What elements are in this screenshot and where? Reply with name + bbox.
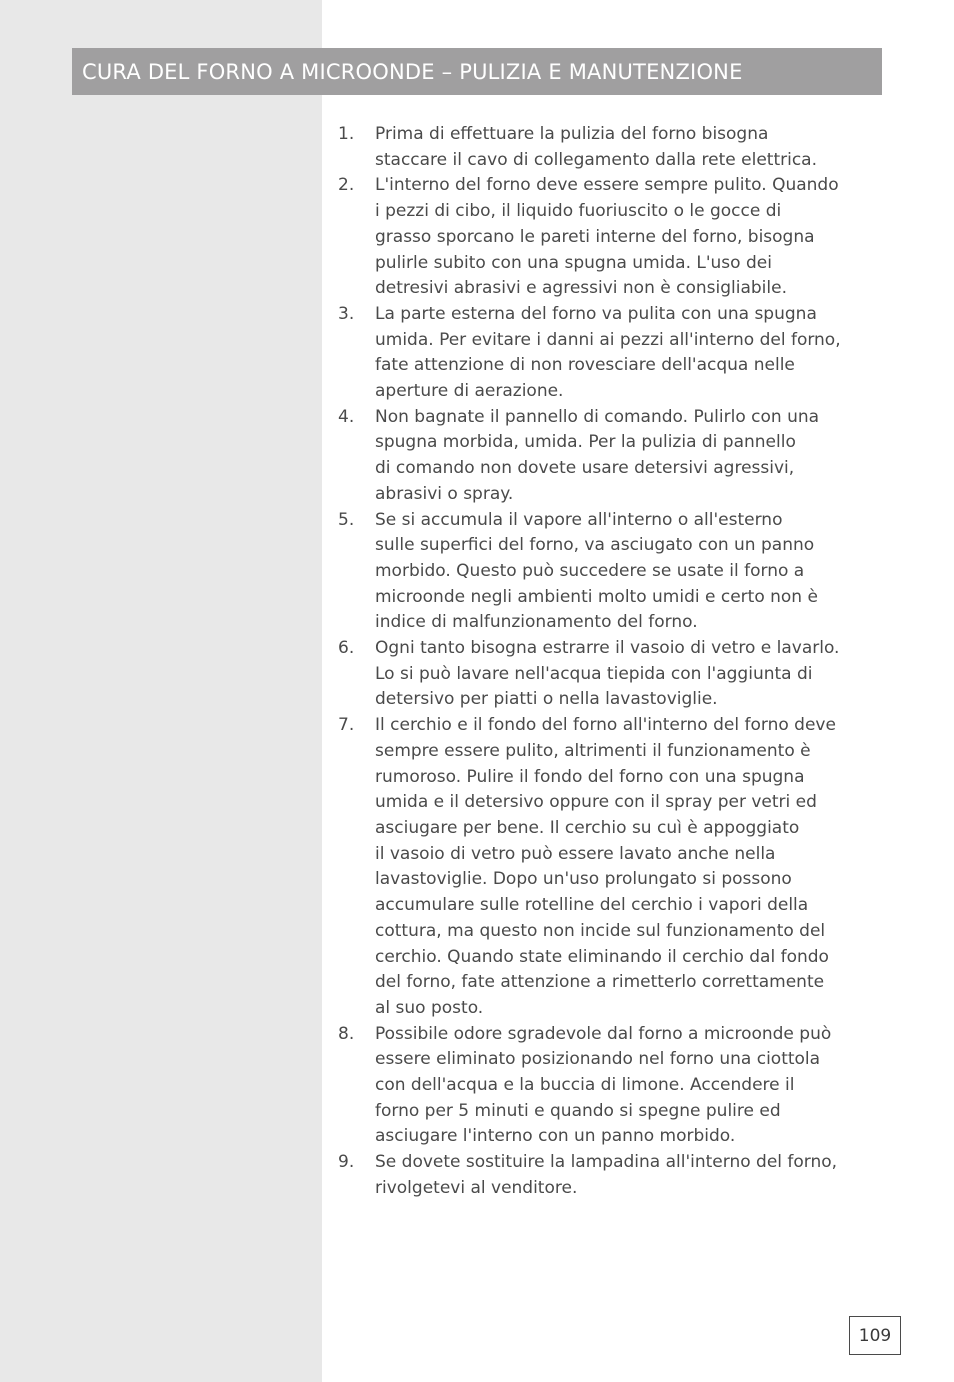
list-item-number: 4.	[338, 406, 355, 427]
list-item	[338, 122, 886, 173]
list-item-text: Il cerchio e il fondo del forno all'interno del forno deve sempre essere pulito, altrimenti il funzionamento è rumoroso. Pulire il fondo del forno con una spugna umida e il detersivo oppure con il spray per vetri ed asciugare per bene. Il cerchio su cuì è appoggiato il vasoio di vetro può essere lavato anche nella lavastoviglie. Dopo un'uso prolungato si possono accumulare sulle rotelline del cerchio i vapori della cottura, ma questo non incide sul funzionamento del cerchio. Quando state eliminando il cerchio dal fondo del forno, fate attenzione a rimetterlo correttamente al suo posto.	[375, 715, 836, 1018]
list-item-number: 9.	[338, 1152, 355, 1173]
list-item-text: Non bagnate il pannello di comando. Pulirlo con una spugna morbida, umida. Per la pulizia di pannello di comando non dovete usare detersivi agressivi, abrasivi o spray.	[375, 406, 820, 504]
list-item-text: Prima di effettuare la pulizia del forno bisogna staccare il cavo di collegamento dalla rete elettrica.	[375, 124, 817, 170]
list-item-text: Se si accumula il vapore all'interno o all'esterno sulle superfici del forno, va asciugato con un panno morbido. Questo può succedere se usate il forno a microonde negli ambienti molto umidi e certo non è indice di malfunzionamento del forno.	[375, 509, 818, 633]
list-item-number: 2.	[338, 175, 355, 196]
page-number-box	[849, 1316, 901, 1355]
list-item	[338, 302, 886, 405]
list-item-text: L'interno del forno deve essere sempre pulito. Quando i pezzi di cibo, il liquido fuoriuscito o le gocce di grasso sporcano le pareti interne del forno, bisogna pulirle subito con una spugna umida. L'uso dei detresivi abrasivi e agressivi non è consigliabile.	[375, 175, 839, 299]
list-item	[338, 713, 886, 1021]
list-item	[338, 173, 886, 302]
list-item	[338, 508, 886, 637]
list-item	[338, 1022, 886, 1151]
list-item-number: 7.	[338, 715, 355, 736]
list-item	[338, 405, 886, 508]
list-item-number: 1.	[338, 124, 355, 144]
list-item	[338, 1150, 886, 1201]
list-item-number: 5.	[338, 509, 355, 530]
instruction-list	[338, 122, 886, 1202]
list-item-number: 3.	[338, 303, 355, 324]
side-panel	[0, 0, 322, 1382]
list-item	[338, 636, 886, 713]
list-item-text: Possibile odore sgradevole dal forno a microonde può essere eliminato posizionando nel forno una ciottola con dell'acqua e la buccia di limone. Accendere il forno per 5 minuti e quando si spegne pulire ed asciugare l'interno con un panno morbido.	[375, 1023, 832, 1147]
list-item-number: 6.	[338, 638, 355, 659]
section-title-bar	[72, 48, 882, 95]
list-item-text: La parte esterna del forno va pulita con una spugna umida. Per evitare i danni ai pezzi all'interno del forno, fate attenzione di non rovesciare dell'acqua nelle aperture di aerazione.	[375, 303, 841, 402]
page-number: 109	[858, 1325, 892, 1346]
list-item-text: Ogni tanto bisogna estrarre il vasoio di vetro e lavarlo. Lo si può lavare nell'acqua tiepida con l'aggiunta di detersivo per piatti o nella lavastoviglie.	[375, 638, 840, 710]
section-title: CURA DEL FORNO A MICROONDE – PULIZIA E MANUTENZIONE	[82, 59, 743, 84]
list-item-number: 8.	[338, 1023, 355, 1044]
list-item-text: Se dovete sostituire la lampadina all'interno del forno, rivolgetevi al venditore.	[375, 1152, 838, 1198]
